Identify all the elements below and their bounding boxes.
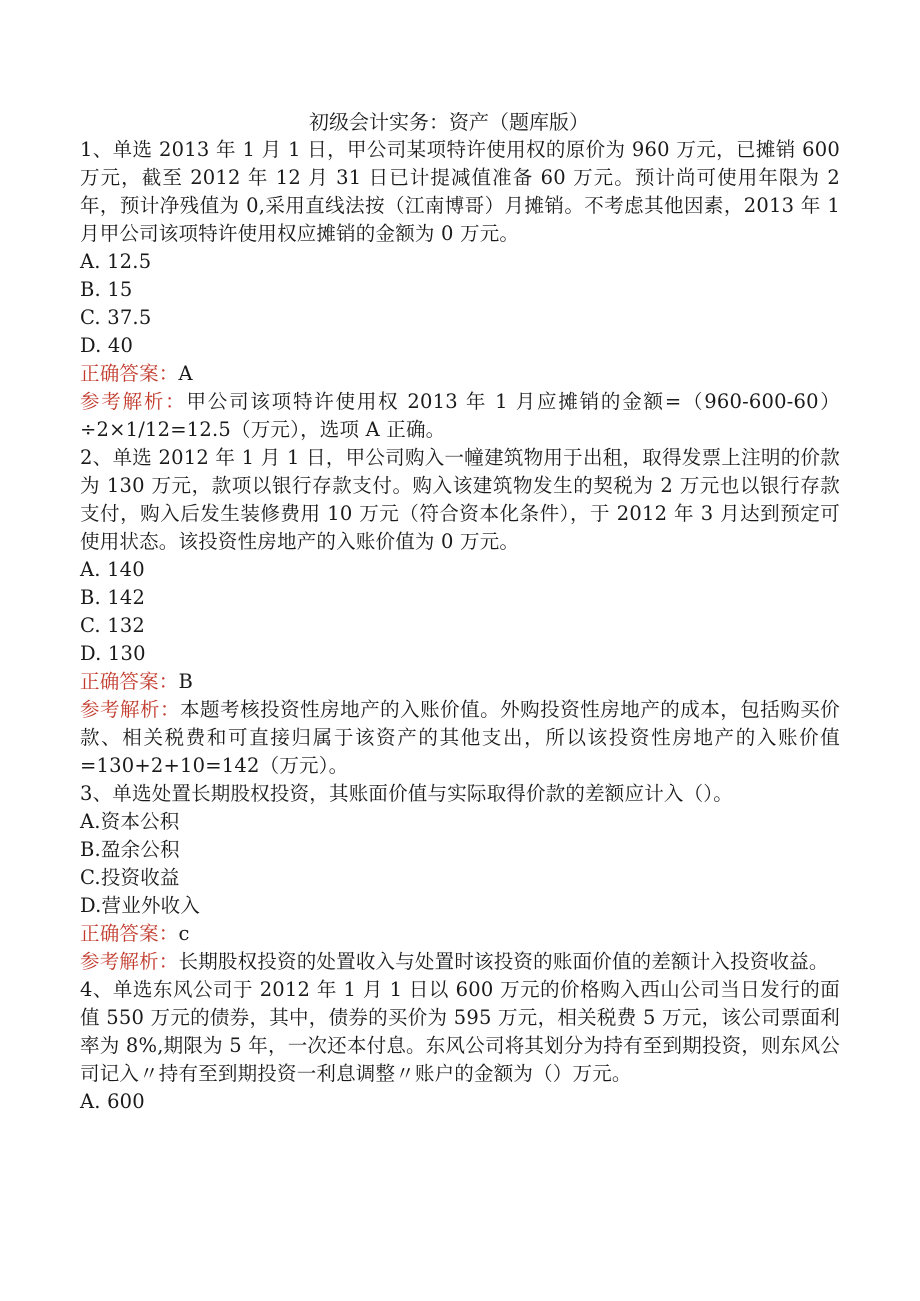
question-4-stem: 4、单选东风公司于 2012 年 1 月 1 日以 600 万元的价格购入西山公司当日发行的面值 550 万元的债券，其中，债券的买价为 595 万元，相关税费 5 万元，该公司票面利率为 8%,期限为 5 年，一次还本付息。东风公司将其划分为持有至到期投资，则东风公司记入〃持有至到期投资一利息调整〃账户的金额为（）万元。 <box>80 978 840 1085</box>
document-title: 初级会计实务：资产（题库版） <box>309 110 589 134</box>
question-2-option-a: A. 140 <box>80 558 145 581</box>
analysis-text: 甲公司该项特许使用权 2013 年 1 月应摊销的金额=（960-600-60）÷2×1/12=12.5（万元），选项 A 正确。 <box>80 390 840 441</box>
question-2-option-c: C. 132 <box>80 614 146 637</box>
analysis-text: 本题考核投资性房地产的入账价值。外购投资性房地产的成本，包括购买价款、相关税费和可直接归属于该资产的其他支出，所以该投资性房地产的入账价值=130+2+10=142（万元）。 <box>80 698 840 777</box>
answer-value: A <box>178 362 193 385</box>
question-4 <box>80 976 840 1116</box>
question-3-stem: 3、单选处置长期股权投资，其账面价值与实际取得价款的差额应计入（）。 <box>80 782 733 805</box>
question-2-stem: 2、单选 2012 年 1 月 1 日，甲公司购入一幢建筑物用于出租，取得发票上注明的价款为 130 万元，款项以银行存款支付。购入该建筑物发生的契税为 2 万元也以银行存款支付，购入后发生装修费用 10 万元（符合资本化条件），于 2012 年 3 月达到预定可使用状态。该投资性房地产的入账价值为 0 万元。 <box>80 446 840 553</box>
question-1-option-b: B. 15 <box>80 278 133 301</box>
question-1-stem: 1、单选 2013 年 1 月 1 日，甲公司某项特许使用权的原价为 960 万元，已摊销 600 万元，截至 2012 年 12 月 31 日已计提减值准备 60 万元。预计尚可使用年限为 2 年，预计净残值为 0,采用直线法按（江南博哥）月摊销。不考虑其他因素，2013 年 1 月甲公司该项特许使用权应摊销的金额为 0 万元。 <box>80 138 840 245</box>
question-2-option-b: B. 142 <box>80 586 146 609</box>
answer-label: 正确答案： <box>80 922 179 945</box>
question-2-analysis <box>80 696 840 780</box>
question-4-option-a: A. 600 <box>80 1090 145 1113</box>
question-3-answer <box>80 920 840 948</box>
question-3-option-b: B.盈余公积 <box>80 838 180 861</box>
answer-value: B <box>178 670 194 693</box>
question-2-answer <box>80 668 840 696</box>
analysis-label: 参考解析： <box>80 390 187 413</box>
answer-label: 正确答案： <box>80 362 179 385</box>
question-2 <box>80 444 840 780</box>
question-3-option-d: D.营业外收入 <box>80 894 201 917</box>
question-3-analysis <box>80 948 840 976</box>
question-2-option-d: D. 130 <box>80 642 146 665</box>
document-page <box>80 108 840 1116</box>
answer-value: c <box>178 922 190 945</box>
question-1-analysis <box>80 388 840 444</box>
analysis-label: 参考解析： <box>80 950 179 973</box>
question-3 <box>80 780 840 976</box>
question-1 <box>80 136 840 444</box>
question-3-option-c: C.投资收益 <box>80 866 180 889</box>
analysis-text: 长期股权投资的处置收入与处置时该投资的账面价值的差额计入投资收益。 <box>178 950 829 973</box>
question-1-answer <box>80 360 840 388</box>
question-1-option-a: A. 12.5 <box>80 250 152 273</box>
question-3-option-a: A.资本公积 <box>80 810 180 833</box>
question-1-option-d: D. 40 <box>80 334 134 357</box>
answer-label: 正确答案： <box>80 670 179 693</box>
question-1-option-c: C. 37.5 <box>80 306 152 329</box>
analysis-label: 参考解析： <box>80 698 181 721</box>
